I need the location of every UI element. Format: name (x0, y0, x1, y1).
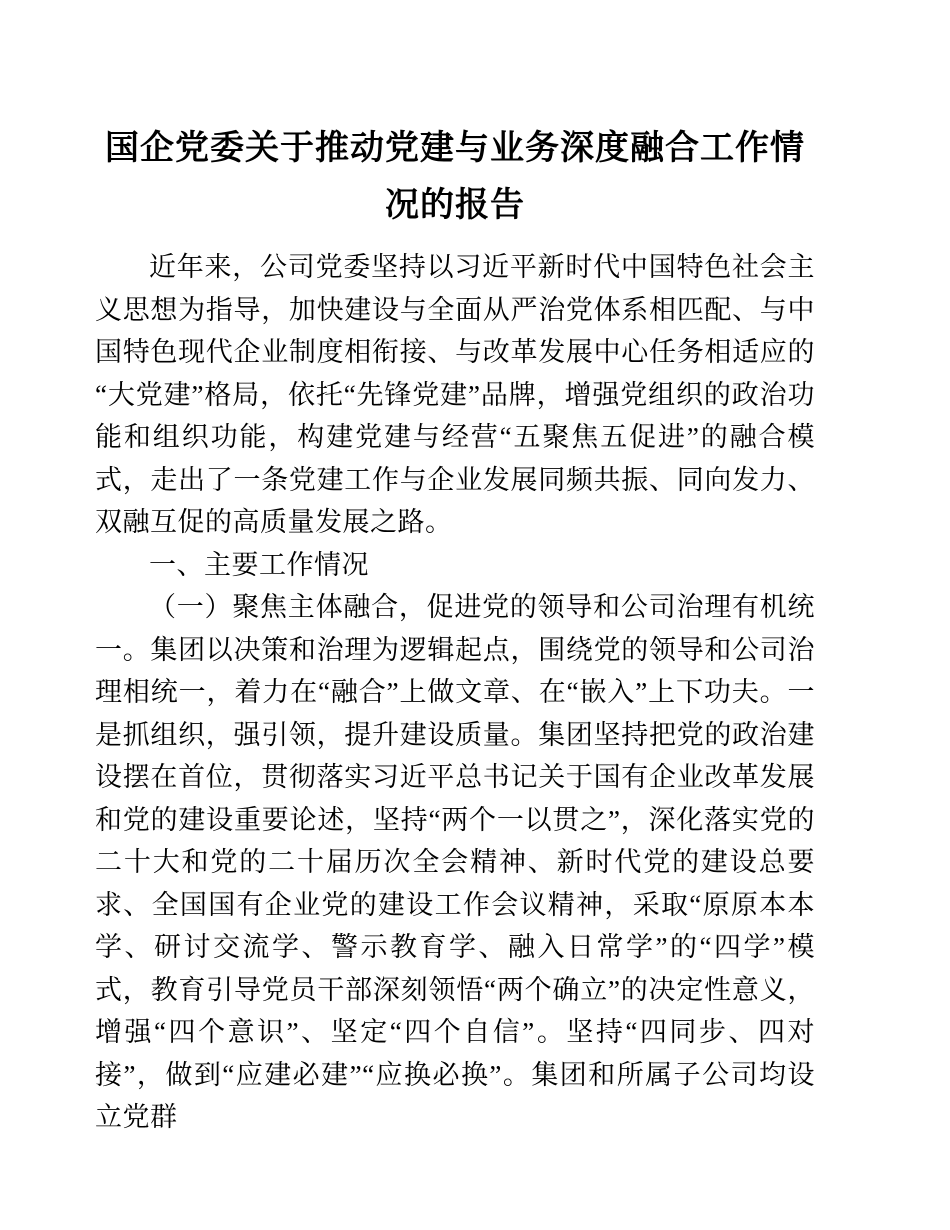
paragraph-introduction: 近年来，公司党委坚持以习近平新时代中国特色社会主义思想为指导，加快建设与全面从严治党体系相匹配、与中国特色现代企业制度相衔接、与改革发展中心任务相适应的“大党建”格局，依托“先锋党建”品牌，增强党组织的政治功能和组织功能，构建党建与经营“五聚焦五促进”的融合模式，走出了一条党建工作与企业发展同频共振、同向发力、双融互促的高质量发展之路。 (95, 252, 815, 537)
document-title (95, 120, 815, 234)
document-title-line-1: 国企党委关于推动党建与业务深度融合工作情 (105, 129, 805, 167)
document-title-line-2: 况的报告 (385, 186, 525, 224)
paragraph-section-one: （一）聚焦主体融合，促进党的领导和公司治理有机统一。集团以决策和治理为逻辑起点，围绕党的领导和公司治理相统一，着力在“融合”上做文章、在“嵌入”上下功夫。一是抓组织，强引领，提升建设质量。集团坚持把党的政治建设摆在首位，贯彻落实习近平总书记关于国有企业改革发展和党的建设重要论述，坚持“两个一以贯之”，深化落实党的二十大和党的二十届历次全会精神、新时代党的建设总要求、全国国有企业党的建设工作会议精神，采取“原原本本学、研讨交流学、警示教育学、融入日常学”的“四学”模式，教育引导党员干部深刻领悟“两个确立”的决定性意义，增强“四个意识”、坚定“四个自信”。坚持“四同步、四对接”，做到“应建必建”“应换必换”。集团和所属子公司均设立党群 (95, 592, 815, 1132)
section-heading-main-work: 一、主要工作情况 (149, 549, 369, 580)
document-content (95, 120, 815, 1139)
